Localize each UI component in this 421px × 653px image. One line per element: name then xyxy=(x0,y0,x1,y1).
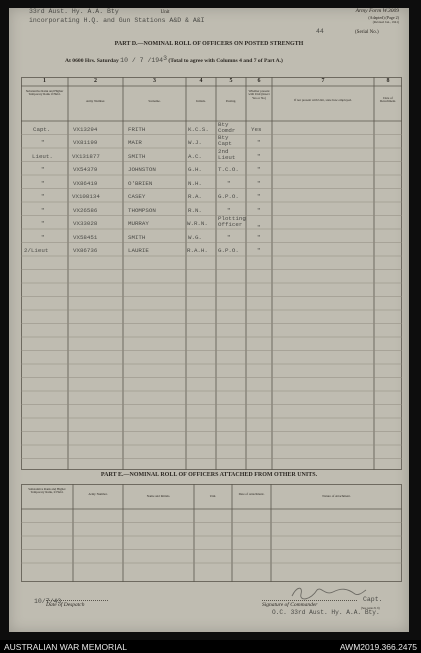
col-header-employment: If not present with Unit, state how employed. xyxy=(294,98,352,102)
col-header-army-number: Army Number. xyxy=(85,99,106,103)
col-number-1: 1 xyxy=(43,78,46,84)
col-number-2: 2 xyxy=(94,78,97,84)
serial-number: 44 xyxy=(316,28,324,35)
col-number-6: 6 xyxy=(257,78,261,84)
cell-posting: " xyxy=(227,234,231,241)
serial-label: (Serial No.) xyxy=(355,30,379,35)
cell-initials: W.G. xyxy=(188,234,202,241)
form-revised: (Revised Jan., 1941) xyxy=(372,20,399,24)
e-col-header-unit: Unit. xyxy=(209,494,217,498)
cell-initials: W.J. xyxy=(188,139,202,146)
cell-army-number: VX33028 xyxy=(73,220,98,227)
part-d-grid-lines xyxy=(21,77,402,470)
cell-surname: JOHNSTON xyxy=(128,166,156,173)
cell-initials: R.N. xyxy=(188,207,202,214)
cell-posting: " xyxy=(227,207,231,214)
despatch-date-label: Date of Despatch xyxy=(46,600,108,608)
e-col-header-rank: Substantive Rank and Higher Temporary Rank, if Held. xyxy=(28,487,66,495)
col-header-initials: Initials. xyxy=(196,99,206,103)
despatch-date: 10/7/43 xyxy=(34,598,62,605)
form-adapted: (Adapted) (Page 2) xyxy=(368,15,399,20)
commander-rank: Capt. xyxy=(363,596,383,603)
col-number-8: 8 xyxy=(386,78,390,84)
cell-rank: " xyxy=(41,207,45,214)
part-d-date-line: At 0600 Hrs. Saturday 10 / 7 /1943 (Total to agree with Columns 4 and 7 of Part A.) xyxy=(65,55,283,64)
cell-surname: SMITH xyxy=(128,234,146,241)
cell-posting: Plotting Officer xyxy=(218,215,246,228)
cell-army-number: VX54379 xyxy=(73,166,98,173)
cell-surname: SMITH xyxy=(128,153,146,160)
col-number-5: 5 xyxy=(229,78,233,84)
cell-present: " xyxy=(257,224,261,231)
footer-note: (See paras 8, 9) xyxy=(361,606,380,610)
commander-unit-stamp: O.C. 33rd Aust. Hy. A.A. Bty. xyxy=(272,609,380,616)
cell-posting: 2nd Lieut xyxy=(218,148,236,161)
cell-army-number: VX108134 xyxy=(72,193,100,200)
cell-surname: MURRAY xyxy=(128,220,149,227)
cell-army-number: VX131877 xyxy=(72,153,100,160)
cell-initials: N.H. xyxy=(188,180,202,187)
cell-rank: " xyxy=(41,193,45,200)
cell-rank: " xyxy=(41,180,45,187)
cell-initials: R.A. xyxy=(188,193,202,200)
cell-rank: " xyxy=(41,220,45,227)
col-header-surname: Surname. xyxy=(148,99,161,103)
cell-surname: MAIR xyxy=(128,139,142,146)
col-number-7: 7 xyxy=(321,78,325,84)
cell-initials: G.H. xyxy=(188,166,202,173)
cell-surname: THOMPSON xyxy=(128,207,156,214)
cell-present: " xyxy=(257,166,261,173)
date-value: 10 / 7 /194 xyxy=(120,57,164,64)
e-col-header-nature: Nature of Attachment. xyxy=(322,494,351,498)
cell-surname: CASEY xyxy=(128,193,146,200)
cell-army-number: VX58451 xyxy=(73,234,98,241)
part-e-title: PART E.—NOMINAL ROLL OF OFFICERS ATTACHED FROM OTHER UNITS. xyxy=(100,472,318,478)
cell-posting: Bty Comdr xyxy=(218,121,236,134)
cell-rank: " xyxy=(41,166,45,173)
e-col-header-army-number: Army Number. xyxy=(88,492,108,496)
cell-posting: Bty Capt xyxy=(218,134,232,147)
cell-present: " xyxy=(257,139,261,146)
archive-name: AUSTRALIAN WAR MEMORIAL xyxy=(4,642,127,652)
army-form-number: Army Form W.3009 xyxy=(355,8,399,14)
col-number-3: 3 xyxy=(153,78,156,84)
cell-present: " xyxy=(257,234,261,241)
cell-surname: O'BRIEN xyxy=(128,180,153,187)
part-d-title: PART D.—NOMINAL ROLL OF OFFICERS ON POSTED STRENGTH xyxy=(114,41,304,47)
cell-army-number: VX26586 xyxy=(73,207,98,214)
archive-item-id: AWM2019.366.2475 xyxy=(339,642,417,652)
part-e-table xyxy=(21,484,402,582)
cell-present: " xyxy=(257,207,261,214)
cell-army-number: VX81199 xyxy=(73,139,98,146)
cell-army-number: VX13294 xyxy=(73,126,98,133)
cell-rank: " xyxy=(41,234,45,241)
cell-posting: " xyxy=(227,180,231,187)
cell-initials: W.R.N. xyxy=(187,220,208,227)
part-e-grid-lines xyxy=(21,484,402,582)
cell-posting: G.P.O. xyxy=(218,193,239,200)
cell-present: " xyxy=(257,193,261,200)
cell-present: " xyxy=(257,180,261,187)
cell-posting: G.P.O. xyxy=(218,247,239,254)
col-header-detachment: Date of Detachment. xyxy=(379,96,397,104)
col-header-posting: Posting. xyxy=(225,99,237,103)
unit-line-1: 33rd Aust. Hy. A.A. Bty Unit xyxy=(29,8,170,15)
cell-army-number: VX86736 xyxy=(73,247,98,254)
cell-rank: Capt. xyxy=(33,126,51,133)
cell-initials: K.C.S. xyxy=(188,126,209,133)
col-header-present: Whether present with Unit (Insert Yes or No) xyxy=(248,89,270,100)
form-page xyxy=(9,8,409,632)
cell-surname: FRITH xyxy=(128,126,146,133)
cell-posting: T.C.O. xyxy=(218,166,239,173)
e-col-header-name: Name and Initials. xyxy=(146,494,171,498)
col-header-rank: Substantive Rank and Higher Temporary Rank if Held. xyxy=(25,89,64,97)
part-d-table xyxy=(21,77,402,470)
cell-initials: A.C. xyxy=(188,153,202,160)
cell-rank: 2/Lieut xyxy=(24,247,49,254)
cell-rank: " xyxy=(41,139,45,146)
col-number-4: 4 xyxy=(199,78,203,84)
cell-present: Yes xyxy=(251,126,262,133)
cell-army-number: VX86419 xyxy=(73,180,98,187)
e-col-header-date: Date of Attachment. xyxy=(238,492,265,496)
unit-line-2: incorporating H.Q. and Gun Stations A&D & A&I xyxy=(29,17,205,24)
year-digit: 3 xyxy=(163,55,167,62)
cell-present: " xyxy=(257,247,261,254)
signature-label: Signature of Commander xyxy=(262,600,357,608)
cell-present: " xyxy=(257,153,261,160)
cell-rank: Lieut. xyxy=(32,153,53,160)
cell-surname: LAURIE xyxy=(128,247,149,254)
cell-initials: R.A.H. xyxy=(187,247,208,254)
archive-caption-bar xyxy=(0,640,421,653)
